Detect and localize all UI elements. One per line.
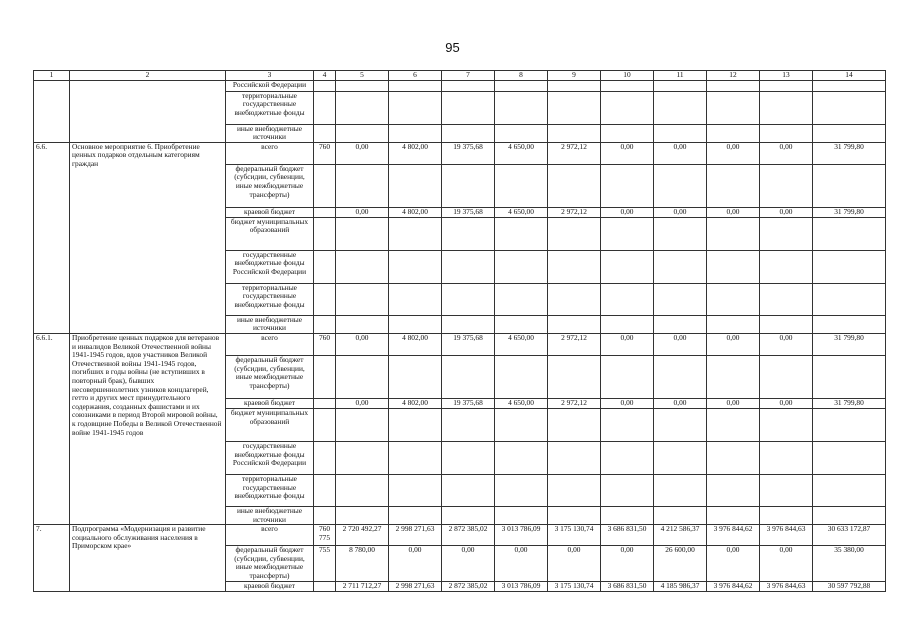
amount-cell: 31 799,80: [813, 142, 886, 164]
amount-cell: [760, 506, 813, 524]
amount-cell: 2 998 271,63: [389, 582, 442, 592]
amount-cell: 2 972,12: [548, 207, 601, 217]
amount-cell: [707, 283, 760, 315]
funding-source: всего: [226, 142, 314, 164]
amount-cell: [601, 355, 654, 398]
amount-cell: 31 799,80: [813, 333, 886, 355]
amount-cell: 4 650,00: [495, 333, 548, 355]
amount-cell: [654, 217, 707, 250]
amount-cell: [389, 474, 442, 506]
amount-cell: [442, 250, 495, 283]
item-name: Основное мероприятие 6. Приобретение ценных подарков отдельным категориям граждан: [70, 142, 226, 333]
funding-source: федеральный бюджет (субсидии, субвенции, иные межбюджетные трансферты): [226, 355, 314, 398]
amount-cell: [336, 250, 389, 283]
amount-cell: 3 013 786,09: [495, 582, 548, 592]
budget-code: [314, 582, 336, 592]
amount-cell: [442, 217, 495, 250]
amount-cell: 19 375,68: [442, 142, 495, 164]
item-number: [34, 80, 70, 142]
budget-code: [314, 408, 336, 441]
amount-cell: [495, 408, 548, 441]
amount-cell: [336, 164, 389, 207]
amount-cell: [601, 474, 654, 506]
item-name: Приобретение ценных подарков для ветеранов и инвалидов Великой Отечественной войны 1941-1945 годов, вдов участников Великой Отечественной войны 1941-1945 годов, погибших в годы войны (не вступивших в повторный брак), бывших несовершеннолетних узников концлагерей, гетто и других мест принудительного содержания, созданных фашистами и их союзниками в период Второй мировой войны, к годовщине Победы в Великой Отечественной войне 1941-1945 годов: [70, 333, 226, 524]
amount-cell: [495, 124, 548, 142]
amount-cell: [336, 474, 389, 506]
amount-cell: [442, 164, 495, 207]
amount-cell: [548, 124, 601, 142]
column-header: 3: [226, 71, 314, 81]
amount-cell: 0,00: [707, 333, 760, 355]
funding-source: всего: [226, 333, 314, 355]
amount-cell: [336, 408, 389, 441]
amount-cell: [760, 474, 813, 506]
amount-cell: 0,00: [495, 546, 548, 582]
amount-cell: 35 380,00: [813, 546, 886, 582]
amount-cell: [442, 91, 495, 124]
amount-cell: [707, 355, 760, 398]
amount-cell: 0,00: [601, 207, 654, 217]
amount-cell: 3 686 831,50: [601, 582, 654, 592]
amount-cell: [336, 355, 389, 398]
column-header: 9: [548, 71, 601, 81]
amount-cell: 4 802,00: [389, 333, 442, 355]
amount-cell: 3 976 844,62: [707, 582, 760, 592]
item-name: Подпрограмма «Модернизация и развитие социального обслуживания населения в Приморском крае»: [70, 525, 226, 592]
amount-cell: [548, 355, 601, 398]
budget-code: [314, 398, 336, 408]
amount-cell: [813, 80, 886, 91]
column-header: 14: [813, 71, 886, 81]
amount-cell: 0,00: [707, 207, 760, 217]
amount-cell: 19 375,68: [442, 207, 495, 217]
amount-cell: [654, 124, 707, 142]
amount-cell: [548, 474, 601, 506]
column-header: 7: [442, 71, 495, 81]
amount-cell: [389, 283, 442, 315]
amount-cell: 4 650,00: [495, 398, 548, 408]
item-number: 7.: [34, 525, 70, 592]
amount-cell: [336, 506, 389, 524]
amount-cell: [707, 408, 760, 441]
funding-source: территориальные государственные внебюджетные фонды: [226, 283, 314, 315]
amount-cell: [813, 441, 886, 474]
amount-cell: 0,00: [442, 546, 495, 582]
amount-cell: [707, 474, 760, 506]
amount-cell: [389, 91, 442, 124]
amount-cell: 0,00: [654, 142, 707, 164]
amount-cell: [495, 283, 548, 315]
amount-cell: 4 650,00: [495, 207, 548, 217]
amount-cell: [442, 124, 495, 142]
funding-source: всего: [226, 525, 314, 546]
amount-cell: [336, 441, 389, 474]
amount-cell: [442, 441, 495, 474]
funding-source: территориальные государственные внебюджетные фонды: [226, 474, 314, 506]
amount-cell: [389, 124, 442, 142]
amount-cell: [707, 91, 760, 124]
amount-cell: [654, 283, 707, 315]
amount-cell: [442, 474, 495, 506]
amount-cell: 2 711 712,27: [336, 582, 389, 592]
amount-cell: 31 799,80: [813, 207, 886, 217]
amount-cell: [760, 164, 813, 207]
amount-cell: [813, 474, 886, 506]
amount-cell: 0,00: [548, 546, 601, 582]
amount-cell: [654, 91, 707, 124]
amount-cell: [495, 250, 548, 283]
funding-source: бюджет муниципальных образований: [226, 217, 314, 250]
column-header: 10: [601, 71, 654, 81]
amount-cell: [654, 80, 707, 91]
amount-cell: [707, 124, 760, 142]
amount-cell: 4 802,00: [389, 207, 442, 217]
amount-cell: 0,00: [654, 207, 707, 217]
budget-code: 755: [314, 546, 336, 582]
item-number: 6.6.: [34, 142, 70, 333]
amount-cell: 3 976 844,63: [760, 582, 813, 592]
amount-cell: 0,00: [707, 142, 760, 164]
amount-cell: [495, 217, 548, 250]
amount-cell: [813, 124, 886, 142]
amount-cell: [813, 164, 886, 207]
column-header: 8: [495, 71, 548, 81]
amount-cell: [707, 441, 760, 474]
amount-cell: 0,00: [760, 333, 813, 355]
amount-cell: 0,00: [601, 546, 654, 582]
amount-cell: [389, 164, 442, 207]
amount-cell: 4 185 986,37: [654, 582, 707, 592]
amount-cell: 2 872 385,02: [442, 525, 495, 546]
amount-cell: [442, 283, 495, 315]
amount-cell: [707, 164, 760, 207]
amount-cell: [760, 217, 813, 250]
amount-cell: 3 976 844,62: [707, 525, 760, 546]
amount-cell: [495, 315, 548, 333]
amount-cell: [601, 408, 654, 441]
amount-cell: [442, 408, 495, 441]
amount-cell: [813, 283, 886, 315]
amount-cell: [760, 283, 813, 315]
budget-code: [314, 250, 336, 283]
funding-source: федеральный бюджет (субсидии, субвенции, иные межбюджетные трансферты): [226, 546, 314, 582]
column-header: 4: [314, 71, 336, 81]
amount-cell: [813, 315, 886, 333]
amount-cell: [707, 80, 760, 91]
funding-source: бюджет муниципальных образований: [226, 408, 314, 441]
amount-cell: [760, 250, 813, 283]
amount-cell: 19 375,68: [442, 398, 495, 408]
amount-cell: 2 972,12: [548, 142, 601, 164]
funding-source: иные внебюджетные источники: [226, 124, 314, 142]
budget-code: [314, 207, 336, 217]
column-header: 6: [389, 71, 442, 81]
amount-cell: [601, 506, 654, 524]
budget-code: [314, 80, 336, 91]
amount-cell: [601, 250, 654, 283]
amount-cell: 0,00: [760, 207, 813, 217]
amount-cell: 30 597 792,88: [813, 582, 886, 592]
funding-source: иные внебюджетные источники: [226, 315, 314, 333]
amount-cell: [654, 474, 707, 506]
amount-cell: [813, 408, 886, 441]
amount-cell: [601, 80, 654, 91]
amount-cell: [548, 250, 601, 283]
amount-cell: 4 212 586,37: [654, 525, 707, 546]
amount-cell: [601, 315, 654, 333]
funding-source: Российской Федерации: [226, 80, 314, 91]
budget-code: 760: [314, 333, 336, 355]
amount-cell: [654, 355, 707, 398]
amount-cell: 0,00: [654, 398, 707, 408]
budget-code: [314, 506, 336, 524]
amount-cell: [336, 217, 389, 250]
amount-cell: [336, 91, 389, 124]
amount-cell: 3 175 130,74: [548, 525, 601, 546]
amount-cell: 26 600,00: [654, 546, 707, 582]
amount-cell: [548, 80, 601, 91]
amount-cell: 2 998 271,63: [389, 525, 442, 546]
amount-cell: 2 972,12: [548, 333, 601, 355]
amount-cell: [601, 283, 654, 315]
amount-cell: [760, 124, 813, 142]
amount-cell: 0,00: [654, 333, 707, 355]
column-header: 2: [70, 71, 226, 81]
amount-cell: [707, 250, 760, 283]
amount-cell: [336, 80, 389, 91]
budget-code: [314, 283, 336, 315]
amount-cell: [760, 315, 813, 333]
amount-cell: [548, 441, 601, 474]
amount-cell: [654, 164, 707, 207]
amount-cell: 0,00: [336, 207, 389, 217]
item-name: [70, 80, 226, 142]
table-row: [34, 525, 886, 546]
funding-source: иные внебюджетные источники: [226, 506, 314, 524]
amount-cell: [654, 506, 707, 524]
amount-cell: [495, 80, 548, 91]
budget-code: 760: [314, 142, 336, 164]
amount-cell: [548, 408, 601, 441]
budget-code: [314, 474, 336, 506]
amount-cell: [654, 441, 707, 474]
amount-cell: [707, 506, 760, 524]
funding-source: краевой бюджет: [226, 582, 314, 592]
amount-cell: [389, 355, 442, 398]
amount-cell: [442, 315, 495, 333]
amount-cell: [389, 506, 442, 524]
amount-cell: [654, 408, 707, 441]
amount-cell: 0,00: [336, 398, 389, 408]
amount-cell: [813, 250, 886, 283]
amount-cell: [760, 80, 813, 91]
column-header: 13: [760, 71, 813, 81]
amount-cell: [548, 164, 601, 207]
amount-cell: [389, 315, 442, 333]
amount-cell: [813, 91, 886, 124]
amount-cell: [601, 91, 654, 124]
amount-cell: 2 720 492,27: [336, 525, 389, 546]
amount-cell: [442, 506, 495, 524]
amount-cell: 19 375,68: [442, 333, 495, 355]
budget-code: [314, 124, 336, 142]
amount-cell: 0,00: [760, 398, 813, 408]
amount-cell: [548, 283, 601, 315]
amount-cell: [389, 80, 442, 91]
item-number: 6.6.1.: [34, 333, 70, 524]
amount-cell: 0,00: [601, 333, 654, 355]
amount-cell: [601, 441, 654, 474]
budget-code: [314, 164, 336, 207]
amount-cell: [813, 506, 886, 524]
amount-cell: [760, 91, 813, 124]
amount-cell: [389, 250, 442, 283]
funding-source: краевой бюджет: [226, 207, 314, 217]
budget-code: [314, 315, 336, 333]
amount-cell: 0,00: [601, 142, 654, 164]
amount-cell: 0,00: [389, 546, 442, 582]
amount-cell: [442, 355, 495, 398]
amount-cell: [813, 355, 886, 398]
amount-cell: [813, 217, 886, 250]
funding-source: территориальные государственные внебюджетные фонды: [226, 91, 314, 124]
amount-cell: [336, 283, 389, 315]
budget-code: [314, 355, 336, 398]
amount-cell: [707, 315, 760, 333]
amount-cell: 30 633 172,87: [813, 525, 886, 546]
column-header: 11: [654, 71, 707, 81]
budget-code: [314, 441, 336, 474]
table-row: [34, 142, 886, 164]
budget-code: [314, 91, 336, 124]
amount-cell: 0,00: [707, 398, 760, 408]
amount-cell: 3 175 130,74: [548, 582, 601, 592]
amount-cell: [548, 217, 601, 250]
amount-cell: 31 799,80: [813, 398, 886, 408]
amount-cell: [495, 474, 548, 506]
funding-source: краевой бюджет: [226, 398, 314, 408]
amount-cell: [495, 91, 548, 124]
page-number: 95: [445, 40, 460, 55]
amount-cell: [760, 408, 813, 441]
amount-cell: 8 780,00: [336, 546, 389, 582]
amount-cell: 0,00: [601, 398, 654, 408]
funding-source: государственные внебюджетные фонды Российской Федерации: [226, 250, 314, 283]
amount-cell: 4 802,00: [389, 142, 442, 164]
amount-cell: [654, 250, 707, 283]
amount-cell: 0,00: [707, 546, 760, 582]
amount-cell: 0,00: [760, 546, 813, 582]
amount-cell: [601, 164, 654, 207]
amount-cell: [495, 355, 548, 398]
amount-cell: [654, 315, 707, 333]
budget-table: [33, 70, 886, 592]
amount-cell: [495, 506, 548, 524]
funding-source: государственные внебюджетные фонды Российской Федерации: [226, 441, 314, 474]
amount-cell: [336, 124, 389, 142]
table-row: [34, 333, 886, 355]
amount-cell: 3 686 831,50: [601, 525, 654, 546]
amount-cell: [760, 355, 813, 398]
amount-cell: 0,00: [336, 333, 389, 355]
amount-cell: [389, 441, 442, 474]
amount-cell: [442, 80, 495, 91]
column-header: 5: [336, 71, 389, 81]
amount-cell: [389, 408, 442, 441]
amount-cell: [495, 164, 548, 207]
amount-cell: [548, 506, 601, 524]
amount-cell: [707, 217, 760, 250]
amount-cell: [336, 315, 389, 333]
amount-cell: [601, 124, 654, 142]
budget-code: 760 775: [314, 525, 336, 546]
column-header: 1: [34, 71, 70, 81]
budget-code: [314, 217, 336, 250]
amount-cell: 3 976 844,63: [760, 525, 813, 546]
amount-cell: 3 013 786,09: [495, 525, 548, 546]
header-row: [34, 71, 886, 81]
column-header: 12: [707, 71, 760, 81]
amount-cell: 4 802,00: [389, 398, 442, 408]
amount-cell: [389, 217, 442, 250]
amount-cell: [601, 217, 654, 250]
amount-cell: 2 872 385,02: [442, 582, 495, 592]
amount-cell: [760, 441, 813, 474]
funding-source: федеральный бюджет (субсидии, субвенции, иные межбюджетные трансферты): [226, 164, 314, 207]
amount-cell: [495, 441, 548, 474]
amount-cell: 0,00: [760, 142, 813, 164]
amount-cell: [548, 315, 601, 333]
amount-cell: [548, 91, 601, 124]
table-row: [34, 80, 886, 91]
amount-cell: 0,00: [336, 142, 389, 164]
amount-cell: 2 972,12: [548, 398, 601, 408]
amount-cell: 4 650,00: [495, 142, 548, 164]
